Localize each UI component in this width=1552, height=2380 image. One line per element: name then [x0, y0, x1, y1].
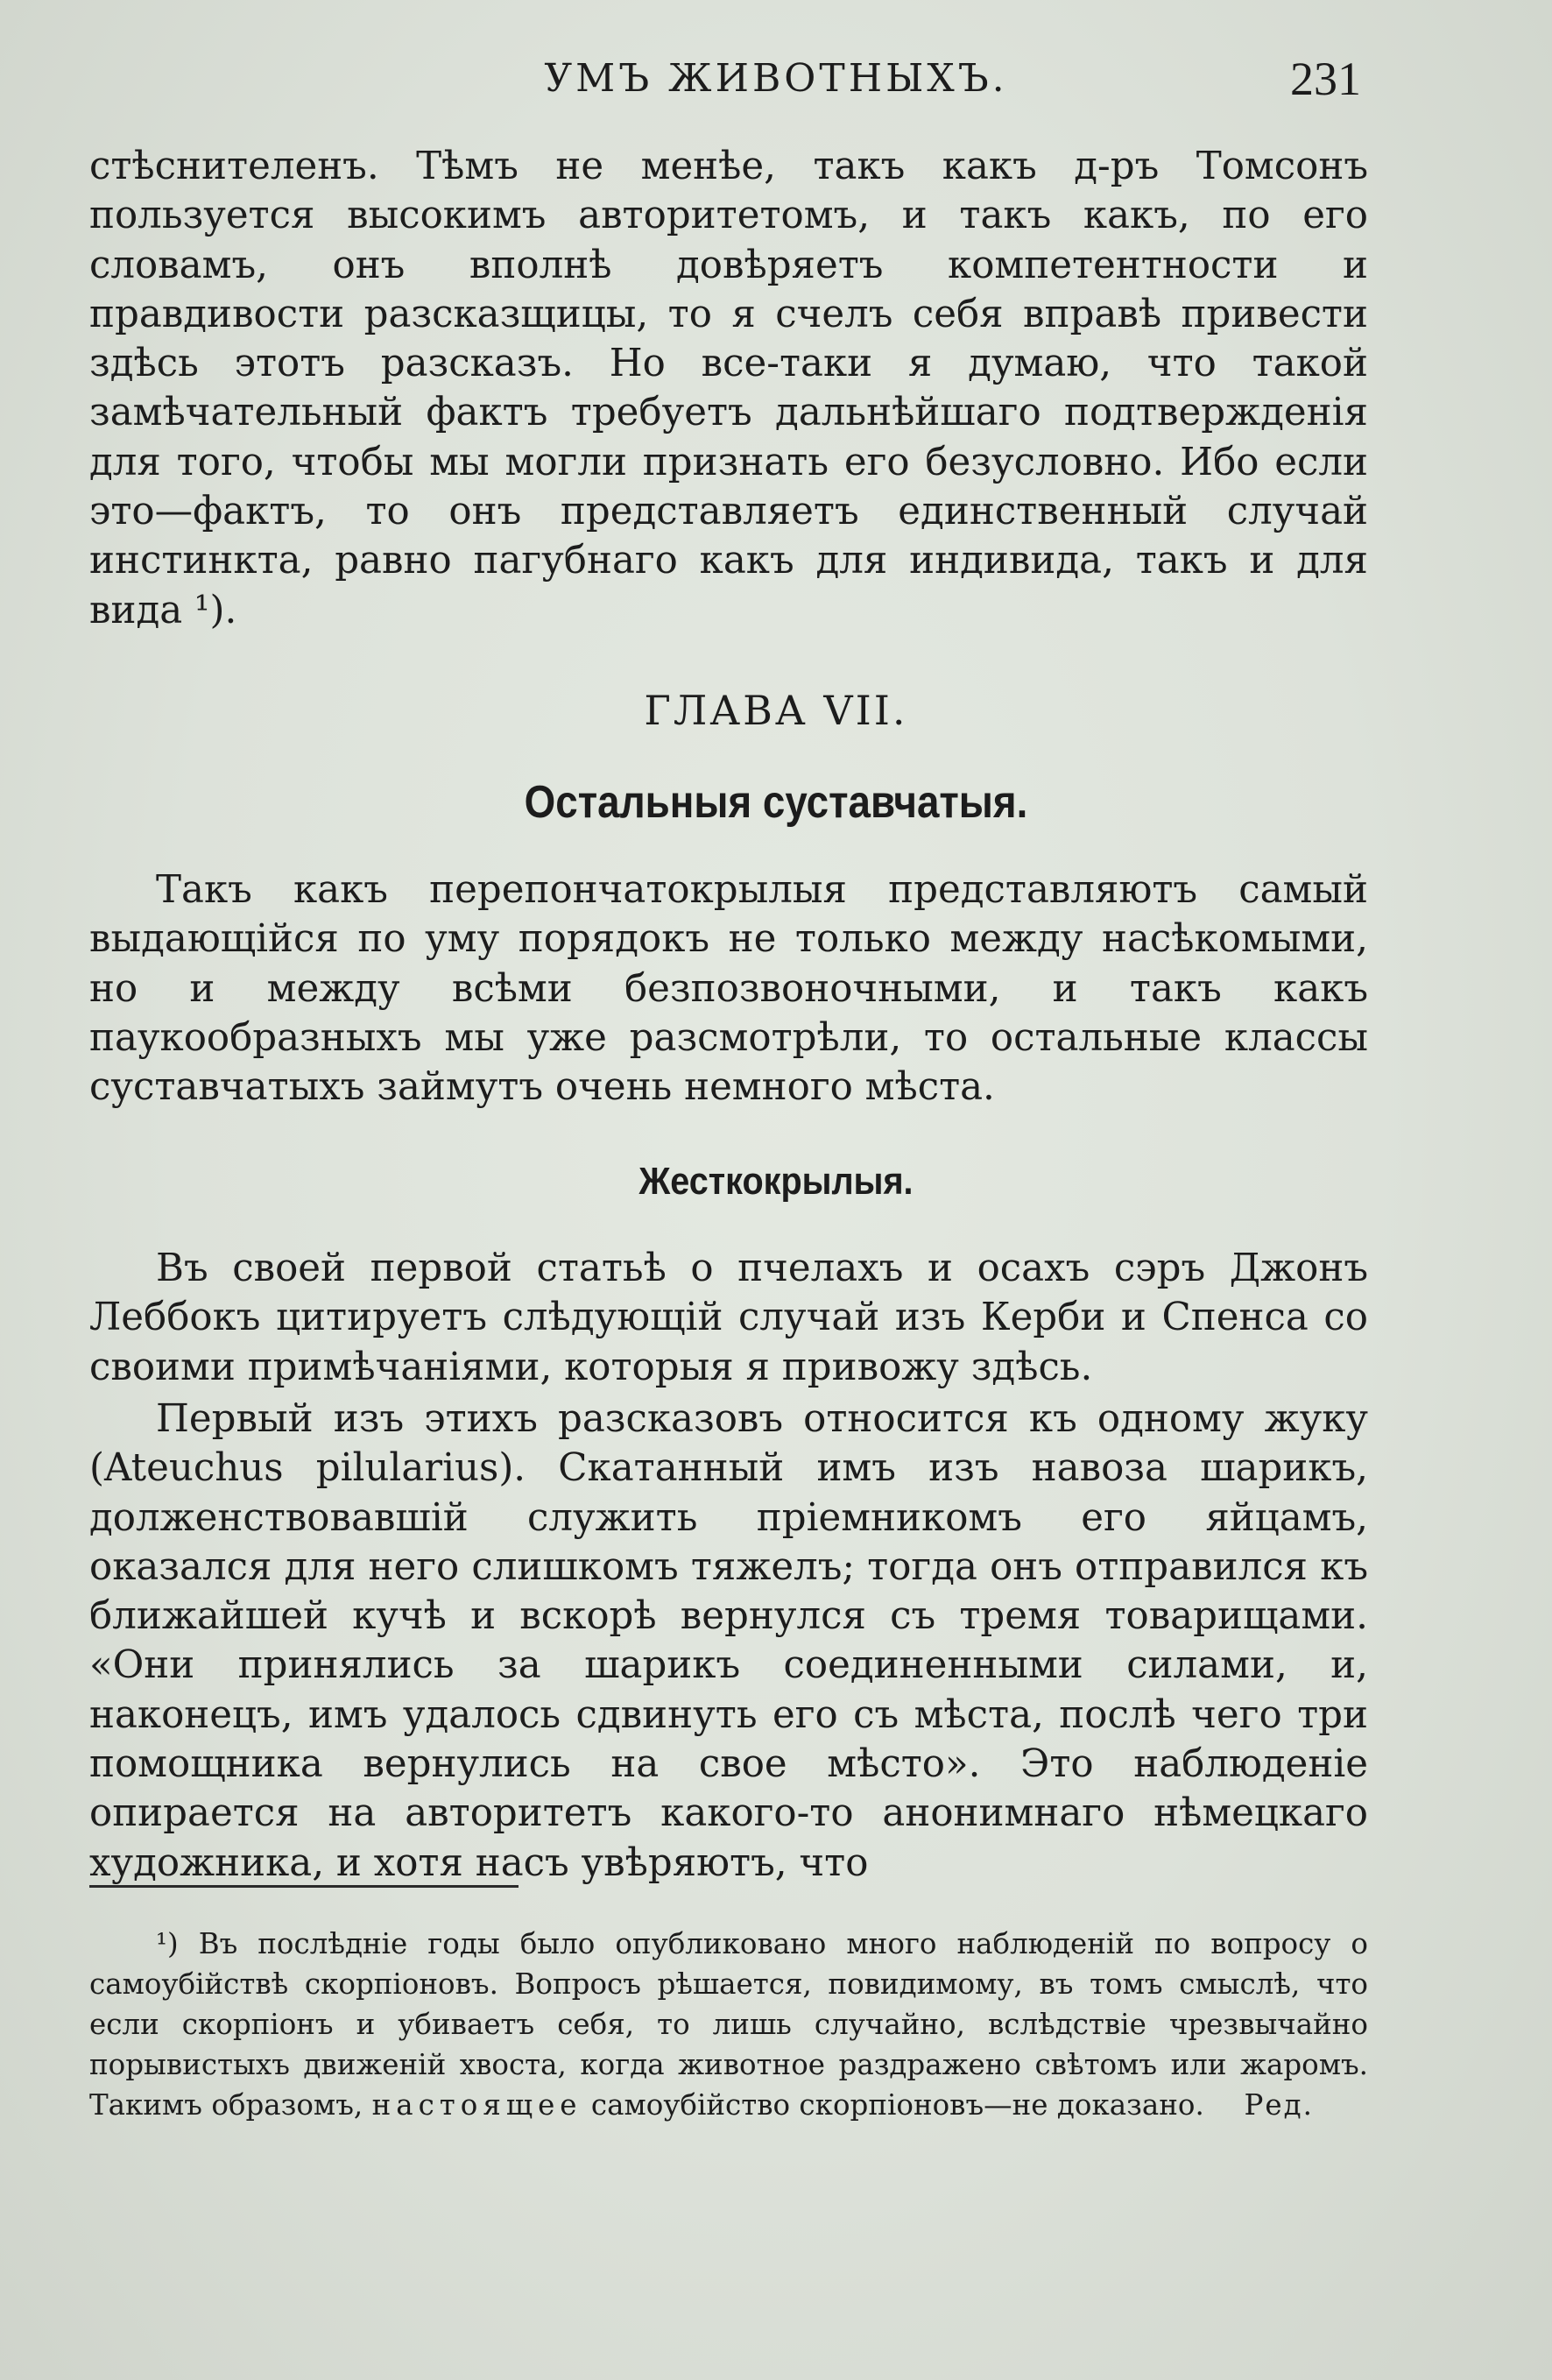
- running-title: УМЪ ЖИВОТНЫХЪ.: [544, 56, 1008, 101]
- paragraph-text: Въ своей первой статьѣ о пчелахъ и осахъ сэръ Джонъ Леббокъ цитируетъ слѣдующій случай изъ Керби и Спенса со своими примѣчаніями, которыя я привожу здѣсь.: [89, 1246, 1368, 1389]
- paragraph-text: Первый изъ этихъ разсказовъ относится къ одному жуку (Ateuchus pilularius). Скатанный имъ изъ навоза шарикъ, долженствовавшій служить пріемникомъ его яйцамъ, оказался для него слишкомъ тяжелъ; тогда онъ отправился къ ближайшей кучѣ и вскорѣ вернулся съ тремя товарищами. «Они принялись за шарикъ соединенными силами, и, наконецъ, имъ удалось сдвинуть его съ мѣста, послѣ чего три помощника вернулись на свое мѣсто». Это наблюденіе опирается на авторитетъ какого-то анонимнаго нѣмецкаго художника, и хотя насъ увѣряютъ, что: [89, 1397, 1368, 1885]
- footnote-text-end: самоубійство скорпіоновъ—не доказано.: [590, 2088, 1204, 2122]
- page-number: 231: [1290, 53, 1361, 105]
- chapter-title: Остальныя суставчатыя.: [524, 777, 1028, 828]
- paragraph-ateuchus: [89, 1395, 1368, 1888]
- paragraph-text: Такъ какъ перепончатокрылыя представляютъ самый выдающійся по уму порядокъ не только между насѣкомыми, но и между всѣми безпозвоночными, и такъ какъ паукообразныхъ мы уже разсмотрѣли, то остальные классы суставчатыхъ займутъ очень немного мѣста.: [89, 868, 1368, 1110]
- footnote-emphasis: настоящее: [371, 2088, 582, 2122]
- footnote-divider: [89, 1885, 519, 1888]
- footnote: [89, 1924, 1368, 2125]
- paragraph-intro: [89, 865, 1368, 1112]
- paragraph-text: стѣснителенъ. Тѣмъ не менѣе, такъ какъ д-ръ Томсонъ пользуется высокимъ авторитетомъ, и такъ какъ, по его словамъ, онъ вполнѣ довѣряетъ компетентности и правдивости разсказщицы, то я счелъ себя вправѣ привести здѣсь этотъ разсказъ. Но все-таки я думаю, что такой замѣчательный фактъ требуетъ дальнѣйшаго подтвержденія для того, чтобы мы могли признать его безусловно. Ибо если это—фактъ, то онъ представляетъ единственный случай инстинкта, равно пагубнаго какъ для индивида, такъ и для вида ¹).: [89, 145, 1368, 632]
- paragraph-lubbock: [89, 1244, 1368, 1392]
- chapter-label: ГЛАВА VII.: [644, 687, 908, 734]
- footnote-signature: Ред.: [1244, 2088, 1314, 2122]
- paragraph-continuation: [89, 142, 1368, 635]
- footnote-text: ¹) Въ послѣдніе годы было опубликовано много наблюденій по вопросу о самоубійствѣ скорпіоновъ. Вопросъ рѣшается, повидимому, въ томъ смыслѣ, что если скорпіонъ и убиваетъ себя, то лишь случайно, вслѣдствіе чрезвычайно порывистыхъ движеній хвоста, когда животное раздражено свѣтомъ или жаромъ. Такимъ образомъ,: [89, 1927, 1368, 2122]
- section-title: Жесткокрылыя.: [638, 1160, 914, 1203]
